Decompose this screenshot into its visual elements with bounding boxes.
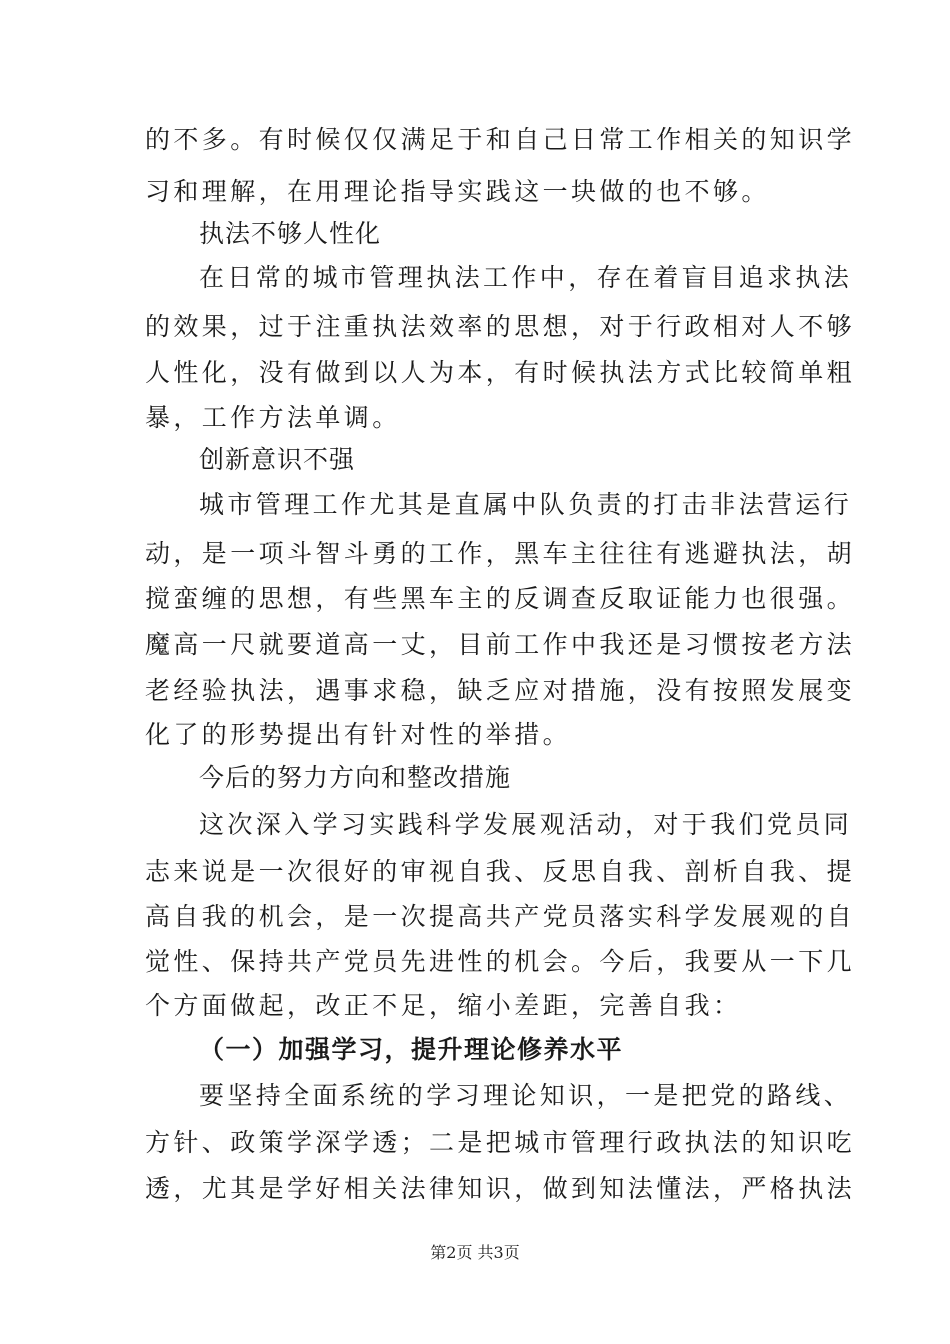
paragraph-line: 方针、政策学深学透；二是把城市管理行政执法的知识吃 — [145, 1128, 856, 1157]
paragraph-line: 志来说是一次很好的审视自我、反思自我、剖析自我、提 — [145, 857, 856, 886]
paragraph-line: 习和理解，在用理论指导实践这一块做的也不够。 — [145, 177, 770, 206]
section-heading-study: （一）加强学习，提升理论修养水平 — [199, 1035, 624, 1064]
subheading-innovation: 创新意识不强 — [199, 445, 356, 474]
paragraph-line: 动，是一项斗智斗勇的工作，黑车主往往有逃避执法，胡 — [145, 539, 856, 568]
paragraph-line: 暴，工作方法单调。 — [145, 403, 401, 432]
subheading-humane-enforcement: 执法不够人性化 — [199, 219, 382, 248]
paragraph-line: 化了的形势提出有针对性的举措。 — [145, 720, 572, 749]
paragraph-line: 魔高一尺就要道高一丈，目前工作中我还是习惯按老方法 — [145, 630, 856, 659]
paragraph-line: 人性化，没有做到以人为本，有时候执法方式比较简单粗 — [145, 358, 856, 387]
paragraph-line: 老经验执法，遇事求稳，缺乏应对措施，没有按照发展变 — [145, 676, 856, 705]
paragraph-line: 搅蛮缠的思想，有些黑车主的反调查反取证能力也很强。 — [145, 584, 856, 613]
paragraph-line: 要坚持全面系统的学习理论知识，一是把党的路线、 — [199, 1081, 853, 1110]
paragraph-line: 的效果，过于注重执法效率的思想，对于行政相对人不够 — [145, 312, 856, 341]
paragraph-line: 觉性、保持共产党员先进性的机会。今后，我要从一下几 — [145, 947, 856, 976]
paragraph-line: 这次深入学习实践科学发展观活动，对于我们党员同 — [199, 810, 853, 839]
page-number-footer: 第2页 共3页 — [430, 1243, 520, 1262]
paragraph-line: 透，尤其是学好相关法律知识，做到知法懂法，严格执法 — [145, 1174, 856, 1203]
paragraph-line: 在日常的城市管理执法工作中，存在着盲目追求执法 — [199, 263, 853, 292]
paragraph-line: 高自我的机会，是一次提高共产党员落实科学发展观的自 — [145, 902, 856, 931]
paragraph-line: 个方面做起，改正不足，缩小差距，完善自我： — [145, 991, 742, 1020]
paragraph-line: 的不多。有时候仅仅满足于和自己日常工作相关的知识学 — [145, 125, 856, 154]
paragraph-line: 城市管理工作尤其是直属中队负责的打击非法营运行 — [199, 490, 853, 519]
subheading-future-direction: 今后的努力方向和整改措施 — [199, 763, 512, 792]
